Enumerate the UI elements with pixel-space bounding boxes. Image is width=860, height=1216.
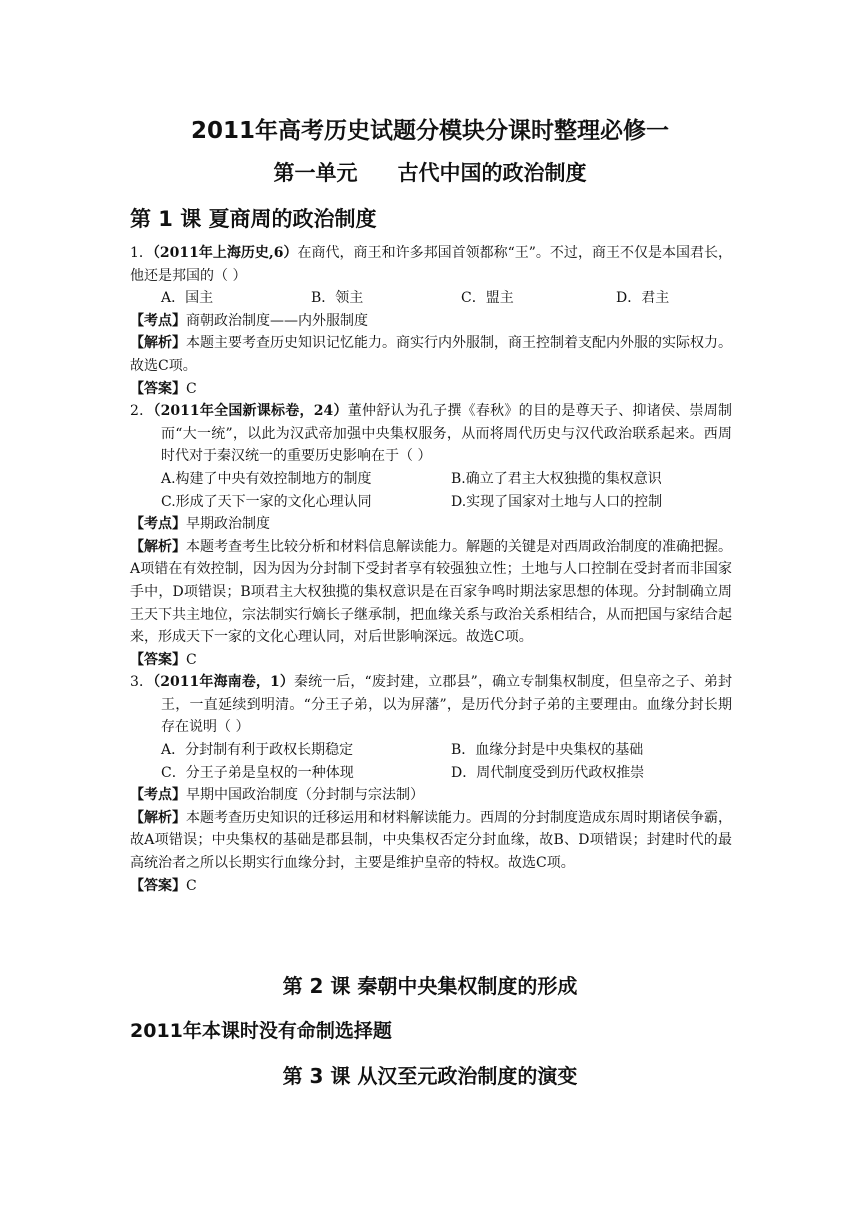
kaodian-label: 【考点】 <box>130 787 186 804</box>
option-a: A．分封制有利于政权长期稳定 <box>161 742 354 759</box>
answer-label: 【答案】 <box>130 651 186 668</box>
unit-number: 第一单元 <box>273 161 358 185</box>
questions-body <box>130 242 732 897</box>
answer-text: C <box>186 380 197 397</box>
question-1 <box>130 242 732 287</box>
answer-2 <box>130 649 732 672</box>
jiexi-3 <box>130 807 732 875</box>
jiexi-1 <box>130 332 732 377</box>
jiexi-text: 本题主要考查历史知识记忆能力。商实行内外服制，商王控制着支配内外服的实际权力。故选C项。 <box>130 335 732 374</box>
option-c: C.形成了天下一家的文化心理认同 <box>161 493 372 510</box>
unit-name: 古代中国的政治制度 <box>397 161 587 185</box>
option-c: C．盟主 <box>461 290 514 307</box>
jiexi-text: 本题考查历史知识的迁移运用和材料解读能力。西周的分封制度造成东周时期诸侯争霸，故A项错误；中央集权的基础是郡县制，中央集权否定分封血缘，故B、D项错误；封建时代的最高统治者之所以长期实行血缘分封，主要是维护皇帝的特权。故选C项。 <box>130 809 732 872</box>
answer-text: C <box>186 651 197 668</box>
question-source: （2011年全国新课标卷，24） <box>153 403 348 420</box>
kaodian-label: 【考点】 <box>130 516 186 533</box>
question-2 <box>130 400 732 468</box>
jiexi-label: 【解析】 <box>130 538 186 555</box>
kaodian-1 <box>130 310 732 333</box>
answer-1 <box>130 378 732 401</box>
question-3-options <box>130 739 732 784</box>
option-d: D.实现了国家对土地与人口的控制 <box>451 493 663 510</box>
kaodian-text: 商朝政治制度——内外服制度 <box>186 312 368 329</box>
question-stem: 秦统一后，“废封建，立郡县”，确立专制集权制度，但皇帝之子、弟封王，一直延续到明清。“分王子弟，以为屏藩”，是历代分封子弟的主要理由。血缘分封长期存在说明（ ） <box>161 674 732 736</box>
option-d: D．周代制度受到历代政权推崇 <box>451 764 645 781</box>
option-b: B.确立了君主大权独揽的集权意识 <box>451 470 662 487</box>
jiexi-text: 本题考查考生比较分析和材料信息解读能力。解题的关键是对西周政治制度的准确把握。A项错在有效控制，因为因为分封制下受封者享有较强独立性；土地与人口控制在受封者而非国家手中，D项错误；B项君主大权独揽的集权意识是在百家争鸣时期法家思想的体现。分封制确立周王天下共主地位，宗法制实行嫡长子继承制，把血缘关系与政治关系相结合，从而把国与家结合起来，形成天下一家的文化心理认同，对后世影响深远。故选C项。 <box>130 538 732 646</box>
jiexi-label: 【解析】 <box>130 809 186 826</box>
question-stem: 董仲舒认为孔子撰《春秋》的目的是尊天子、抑诸侯、崇周制而“大一统”，以此为汉武帝加强中央集权服务，从而将周代历史与汉代政治联系起来。西周时代对于秦汉统一的重要历史影响在于（ ） <box>161 403 732 465</box>
unit-heading <box>0 157 860 187</box>
option-d: D．君主 <box>616 290 670 307</box>
kaodian-2 <box>130 513 732 536</box>
option-c: C．分王子弟是皇权的一种体现 <box>161 764 354 781</box>
question-number: 1． <box>130 245 153 261</box>
question-number: 3． <box>130 674 154 691</box>
question-stem: 在商代，商王和许多邦国首领都称“王”。不过，商王不仅是本国君长，他还是邦国的（ ） <box>130 245 732 284</box>
option-a: A.构建了中央有效控制地方的制度 <box>161 470 372 487</box>
question-source: （2011年海南卷，1） <box>153 674 294 691</box>
lesson-2-note: 2011年本课时没有命制选择题 <box>130 1020 392 1042</box>
kaodian-label: 【考点】 <box>130 312 186 329</box>
kaodian-text: 早期中国政治制度（分封制与宗法制） <box>186 787 424 804</box>
document-title: 2011年高考历史试题分模块分课时整理必修一 <box>190 118 669 144</box>
lesson-2-heading: 第 2 课 秦朝中央集权制度的形成 <box>282 974 578 998</box>
kaodian-3 <box>130 784 732 807</box>
answer-label: 【答案】 <box>130 380 186 397</box>
jiexi-2 <box>130 536 732 649</box>
option-a: A．国主 <box>161 290 214 307</box>
lesson-3-heading: 第 3 课 从汉至元政治制度的演变 <box>282 1064 578 1088</box>
option-b: B．领主 <box>311 290 364 307</box>
lesson-1-heading: 第 1 课 夏商周的政治制度 <box>130 207 377 231</box>
question-source: （2011年上海历史,6） <box>152 245 298 261</box>
answer-label: 【答案】 <box>130 877 186 894</box>
question-1-options <box>130 287 732 310</box>
question-2-options <box>130 468 732 513</box>
question-number: 2． <box>130 403 154 420</box>
answer-3 <box>130 875 732 898</box>
option-b: B．血缘分封是中央集权的基础 <box>451 742 644 759</box>
answer-text: C <box>186 877 197 894</box>
question-3 <box>130 671 732 739</box>
kaodian-text: 早期政治制度 <box>186 516 270 533</box>
jiexi-label: 【解析】 <box>130 335 186 352</box>
